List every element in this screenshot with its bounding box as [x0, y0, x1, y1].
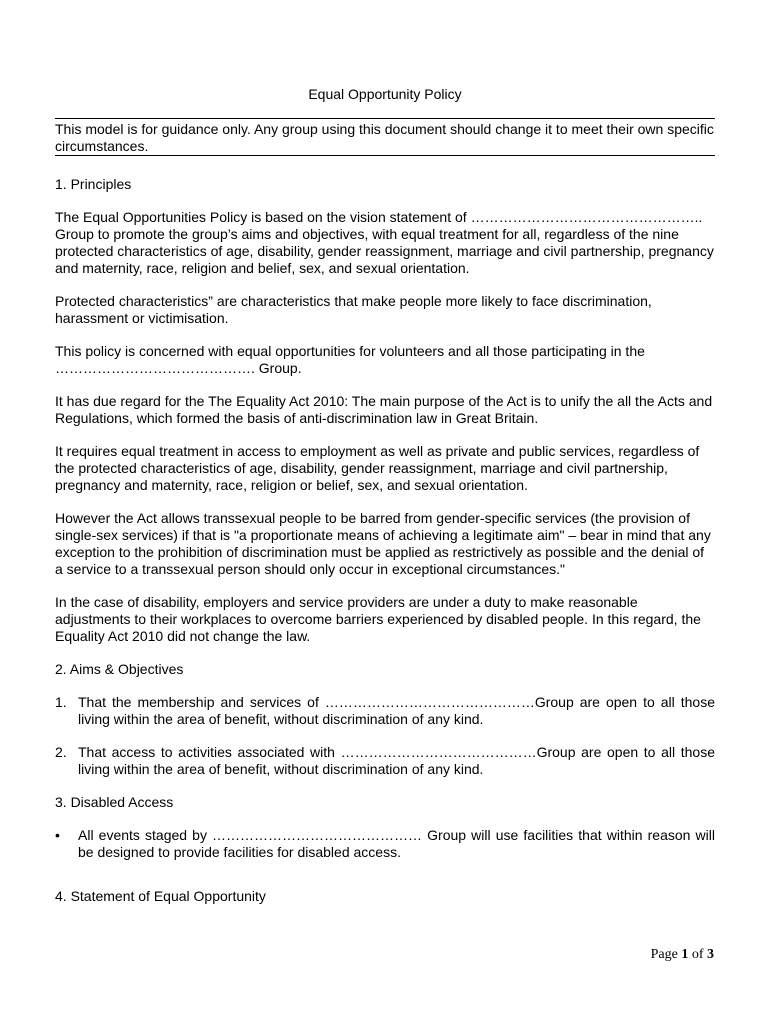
paragraph: In the case of disability, employers and service providers are under a duty to make reasonable adjustments to their workplaces to overcome barriers experienced by disabled people. In this regard, the Equality Act 2010 did not change the law.	[55, 594, 701, 644]
top-rule	[55, 118, 715, 119]
spacer	[55, 877, 715, 888]
list-item-text: That the membership and services of ………………………………………Group are open to all those living within the area of benefit, without discrimination of any kind.	[78, 694, 715, 727]
page-label: Page	[650, 947, 678, 962]
paragraph: It has due regard for the The Equality Act 2010: The main purpose of the Act is to unify the all the Acts and Regulations, which formed the basis of anti-discrimination law in Great Britain.	[55, 393, 713, 426]
disclaimer-text: This model is for guidance only. Any group using this document should change it to meet their own specific circumstances.	[55, 121, 714, 154]
disabled-access-list	[55, 827, 715, 861]
list-item-text: That access to activities associated with ……………………………………Group are open to all those living within the area of benefit, without discrimination of any kind.	[78, 744, 715, 777]
section-heading-aims: 2. Aims & Objectives	[55, 661, 184, 677]
section-heading-statement: 4. Statement of Equal Opportunity	[55, 888, 266, 904]
list-number: 2.	[55, 744, 67, 760]
of-label: of	[691, 947, 704, 962]
paragraph: However the Act allows transsexual people to be barred from gender-specific services (the provision of single-sex services) if that is "a proportionate means of achieving a legitimate aim" – bear in mind that any exception to the prohibition of discrimination must be applied as restrictively as possible and the denial of a service to a transsexual person should only occur in exceptional circumstances."	[55, 510, 711, 577]
aims-list	[55, 694, 715, 778]
page-number	[651, 946, 714, 963]
list-item	[55, 827, 715, 861]
section-heading-disabled-access: 3. Disabled Access	[55, 794, 174, 810]
paragraph: Protected characteristics” are characteristics that make people more likely to face discrimination, harassment or victimisation.	[55, 293, 652, 326]
list-number: 1.	[55, 694, 67, 710]
document-body	[55, 121, 715, 905]
total-page-count: 3	[707, 947, 714, 962]
paragraph: It requires equal treatment in access to employment as well as private and public services, regardless of the protected characteristics of age, disability, gender reassignment, marriage and civil partnership, pregnancy and maternity, race, religion or belief, sex, and sexual orientation.	[55, 443, 700, 493]
section-heading-principles: 1. Principles	[55, 176, 132, 192]
current-page-number: 1	[681, 947, 689, 962]
list-item	[55, 694, 715, 728]
document-title: Equal Opportunity Policy	[308, 86, 462, 102]
list-item-text: All events staged by ……………………………………… Group will use facilities that within reason will be designed to provide facilities for disabled access.	[78, 827, 715, 860]
paragraph: This policy is concerned with equal opportunities for volunteers and all those participating in the ……………………………………. Group.	[55, 343, 645, 376]
paragraph: The Equal Opportunities Policy is based on the vision statement of ………………………………………….. Group to promote the group’s aims and objectives, with equal treatment for all, regardless of the nine protected characteristics of age, disability, gender reassignment, marriage and civil partnership, pregnancy and maternity, race, religion and belief, sex, and sexual orientation.	[55, 209, 714, 276]
list-item	[55, 744, 715, 778]
bullet-icon: •	[55, 827, 60, 843]
